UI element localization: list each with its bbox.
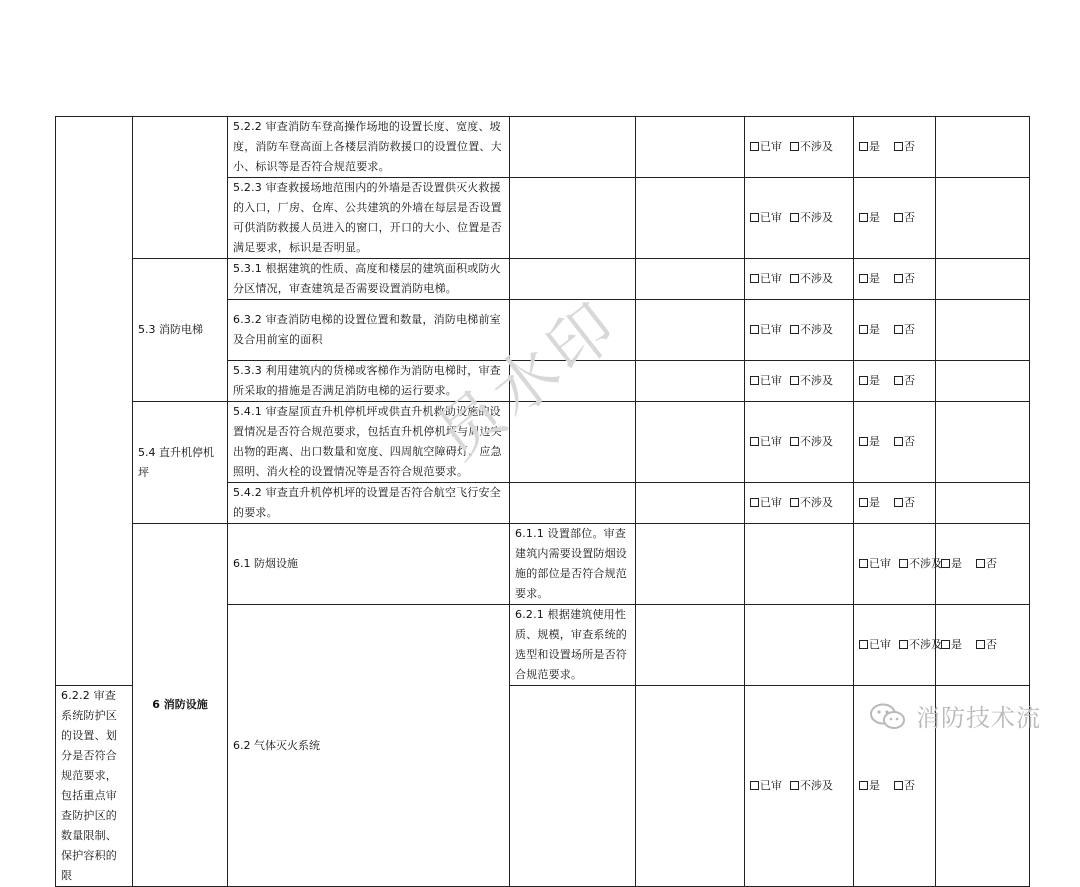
notes-cell — [510, 117, 636, 178]
no-label: 否 — [904, 323, 915, 336]
compliance-cell — [854, 483, 936, 524]
remarks-cell — [936, 178, 1030, 259]
not-applicable-label: 不涉及 — [800, 323, 833, 336]
checkbox-not-applicable[interactable] — [790, 498, 799, 507]
compliance-cell — [854, 117, 936, 178]
compliance-cell — [854, 361, 936, 402]
checkbox-reviewed[interactable] — [750, 376, 759, 385]
yes-label: 是 — [951, 638, 962, 651]
item-cell-smoke-control: 6.1 防烟设施 — [228, 524, 510, 605]
checkbox-no[interactable] — [976, 640, 985, 649]
checkbox-no[interactable] — [894, 213, 903, 222]
review-text: 6.1.1 设置部位。审查建筑内需要设置防烟设施的部位是否符合规范要求。 — [510, 524, 636, 605]
notes-cell — [636, 605, 745, 686]
not-applicable-label: 不涉及 — [800, 496, 833, 509]
remarks-cell — [936, 117, 1030, 178]
reviewed-label: 已审 — [760, 211, 782, 224]
no-label: 否 — [904, 496, 915, 509]
no-label: 否 — [904, 374, 915, 387]
checkbox-reviewed[interactable] — [859, 559, 868, 568]
remarks-cell — [936, 483, 1030, 524]
not-applicable-label: 不涉及 — [800, 272, 833, 285]
review-text: 6.2.2 审查系统防护区的设置、划分是否符合规范要求，包括重点审查防护区的数量限制、保护容积的限 — [56, 686, 133, 887]
yes-label: 是 — [869, 272, 880, 285]
remarks-cell — [936, 300, 1030, 361]
reviewed-label: 已审 — [869, 638, 891, 651]
checkbox-reviewed[interactable] — [750, 213, 759, 222]
checkbox-yes[interactable] — [859, 437, 868, 446]
review-text: 5.4.2 审查直升机停机坪的设置是否符合航空飞行安全的要求。 — [228, 483, 510, 524]
remarks-cell — [936, 259, 1030, 300]
notes-cell — [745, 605, 854, 686]
notes-cell — [636, 483, 745, 524]
checkbox-not-applicable[interactable] — [899, 640, 908, 649]
notes-cell — [636, 524, 745, 605]
category-cell-fire-rescue — [56, 117, 133, 686]
item-cell-gas-extinguishing: 6.2 气体灭火系统 — [228, 605, 510, 887]
compliance-cell — [854, 178, 936, 259]
table-row — [56, 117, 1030, 178]
compliance-cell — [854, 402, 936, 483]
not-applicable-label: 不涉及 — [800, 435, 833, 448]
review-status-cell — [745, 117, 854, 178]
no-label: 否 — [904, 779, 915, 792]
review-status-cell — [745, 402, 854, 483]
item-cell-rescue-site — [133, 117, 228, 259]
review-text: 5.2.2 审查消防车登高操作场地的设置长度、宽度、坡度，消防车登高面上各楼层消防救援口的设置位置、大小、标识等是否符合规范要求。 — [228, 117, 510, 178]
notes-cell — [510, 361, 636, 402]
review-status-cell — [854, 605, 942, 686]
review-status-cell — [745, 259, 854, 300]
reviewed-label: 已审 — [869, 557, 891, 570]
not-applicable-label: 不涉及 — [800, 140, 833, 153]
review-status-cell — [745, 178, 854, 259]
no-label: 否 — [904, 435, 915, 448]
checkbox-not-applicable[interactable] — [790, 213, 799, 222]
compliance-cell — [936, 524, 1030, 605]
checkbox-yes[interactable] — [859, 498, 868, 507]
review-text: 5.4.1 审查屋顶直升机停机坪或供直升机救助设施的设置情况是否符合规范要求，包括直升机停机坪与周边突出物的距离、出口数量和宽度、四周航空障碍灯、应急照明、消火栓的设置情况等是否符合规范要求。 — [228, 402, 510, 483]
checkbox-no[interactable] — [894, 325, 903, 334]
checkbox-no[interactable] — [894, 142, 903, 151]
checkbox-reviewed[interactable] — [859, 640, 868, 649]
review-text: 5.2.3 审查救援场地范围内的外墙是否设置供灭火救援的入口，厂房、仓库、公共建筑的外墙在每层是否设置可供消防救援人员进入的窗口，开口的大小、位置是否满足要求，标识是否明显。 — [228, 178, 510, 259]
not-applicable-label: 不涉及 — [800, 211, 833, 224]
compliance-cell — [854, 259, 936, 300]
review-status-cell — [745, 686, 854, 887]
reviewed-label: 已审 — [760, 140, 782, 153]
no-label: 否 — [904, 211, 915, 224]
notes-cell — [510, 259, 636, 300]
checkbox-yes[interactable] — [859, 781, 868, 790]
checkbox-reviewed[interactable] — [750, 498, 759, 507]
checkbox-reviewed[interactable] — [750, 781, 759, 790]
review-status-cell — [745, 361, 854, 402]
notes-cell — [636, 300, 745, 361]
not-applicable-label: 不涉及 — [800, 779, 833, 792]
notes-cell — [636, 117, 745, 178]
notes-cell — [636, 259, 745, 300]
table-row — [56, 402, 1030, 483]
checkbox-no[interactable] — [894, 376, 903, 385]
reviewed-label: 已审 — [760, 779, 782, 792]
checkbox-reviewed[interactable] — [750, 274, 759, 283]
checkbox-no[interactable] — [894, 437, 903, 446]
review-status-cell — [745, 300, 854, 361]
reviewed-label: 已审 — [760, 374, 782, 387]
notes-cell — [510, 686, 636, 887]
checkbox-yes[interactable] — [859, 325, 868, 334]
notes-cell — [636, 361, 745, 402]
review-text: 6.2.1 根据建筑使用性质、规模，审查系统的选型和设置场所是否符合规范要求。 — [510, 605, 636, 686]
notes-cell — [510, 402, 636, 483]
remarks-cell — [936, 402, 1030, 483]
item-cell-helipad: 5.4 直升机停机坪 — [133, 402, 228, 524]
no-label: 否 — [904, 140, 915, 153]
review-status-cell — [854, 524, 942, 605]
checkbox-no[interactable] — [894, 274, 903, 283]
category-cell-fire-facilities: 6 消防设施 — [133, 524, 228, 887]
not-applicable-label: 不涉及 — [800, 374, 833, 387]
review-text: 6.3.2 审查消防电梯的设置位置和数量，消防电梯前室及合用前室的面积 — [228, 300, 510, 361]
wechat-icon — [868, 701, 908, 731]
notes-cell — [745, 524, 854, 605]
checkbox-not-applicable[interactable] — [790, 437, 799, 446]
checkbox-yes[interactable] — [859, 274, 868, 283]
compliance-cell — [854, 300, 936, 361]
review-table — [55, 116, 1030, 887]
checkbox-not-applicable[interactable] — [790, 142, 799, 151]
checkbox-no[interactable] — [894, 498, 903, 507]
reviewed-label: 已审 — [760, 496, 782, 509]
checkbox-no[interactable] — [894, 781, 903, 790]
no-label: 否 — [904, 272, 915, 285]
checkbox-yes[interactable] — [859, 376, 868, 385]
checkbox-yes[interactable] — [941, 640, 950, 649]
watermark: 员水印 — [423, 286, 635, 475]
yes-label: 是 — [869, 211, 880, 224]
no-label: 否 — [986, 638, 997, 651]
checkbox-no[interactable] — [976, 559, 985, 568]
review-status-cell — [745, 483, 854, 524]
checkbox-reviewed[interactable] — [750, 437, 759, 446]
review-text: 5.3.1 根据建筑的性质、高度和楼层的建筑面积或防火分区情况，审查建筑是否需要设置消防电梯。 — [228, 259, 510, 300]
checkbox-not-applicable[interactable] — [790, 781, 799, 790]
reviewed-label: 已审 — [760, 272, 782, 285]
checkbox-not-applicable[interactable] — [899, 559, 908, 568]
notes-cell — [510, 483, 636, 524]
table-row — [56, 259, 1030, 300]
yes-label: 是 — [869, 496, 880, 509]
item-cell-fire-lift: 5.3 消防电梯 — [133, 259, 228, 402]
notes-cell — [510, 178, 636, 259]
no-label: 否 — [986, 557, 997, 570]
yes-label: 是 — [869, 435, 880, 448]
yes-label: 是 — [869, 140, 880, 153]
yes-label: 是 — [869, 323, 880, 336]
yes-label: 是 — [951, 557, 962, 570]
notes-cell — [636, 686, 745, 887]
reviewed-label: 已审 — [760, 323, 782, 336]
notes-cell — [636, 402, 745, 483]
reviewed-label: 已审 — [760, 435, 782, 448]
not-applicable-label: 不涉及 — [909, 557, 942, 570]
checkbox-yes[interactable] — [859, 213, 868, 222]
checkbox-not-applicable[interactable] — [790, 376, 799, 385]
checkbox-reviewed[interactable] — [750, 325, 759, 334]
remarks-cell — [936, 361, 1030, 402]
checkbox-yes[interactable] — [859, 142, 868, 151]
review-text: 5.3.3 利用建筑内的货梯或客梯作为消防电梯时，审查所采取的措施是否满足消防电梯的运行要求。 — [228, 361, 510, 402]
notes-cell — [636, 178, 745, 259]
compliance-cell — [936, 605, 1030, 686]
yes-label: 是 — [869, 779, 880, 792]
notes-cell — [510, 300, 636, 361]
not-applicable-label: 不涉及 — [909, 638, 942, 651]
checkbox-yes[interactable] — [941, 559, 950, 568]
branding — [868, 698, 1041, 733]
yes-label: 是 — [869, 374, 880, 387]
checkbox-reviewed[interactable] — [750, 142, 759, 151]
checkbox-not-applicable[interactable] — [790, 325, 799, 334]
checkbox-not-applicable[interactable] — [790, 274, 799, 283]
branding-text: 消防技术流 — [916, 704, 1041, 732]
table-row — [56, 524, 1030, 605]
